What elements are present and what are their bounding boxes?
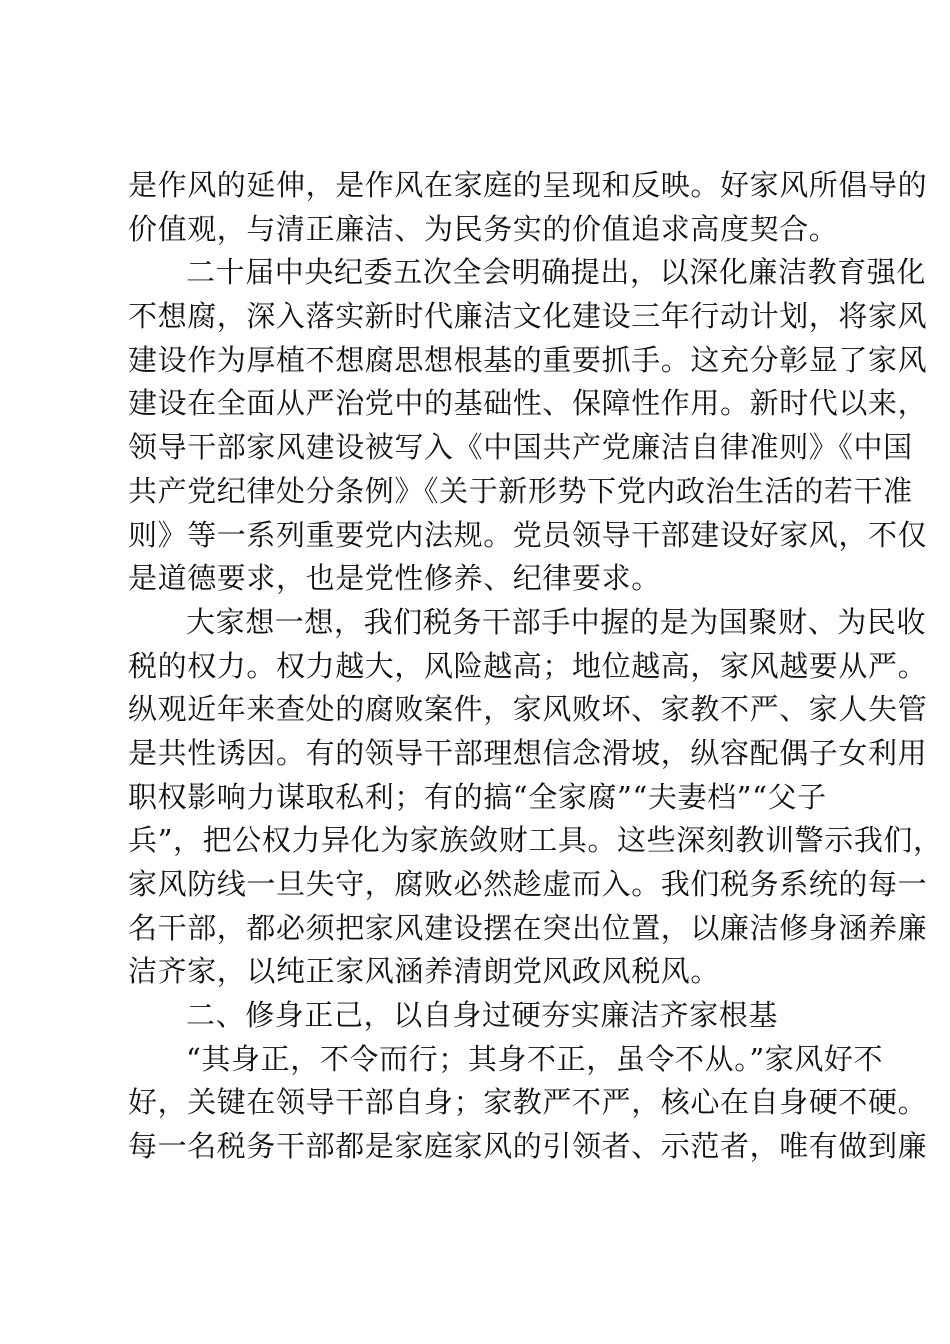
text-line-2: 价值观，与清正廉洁、为民务实的价值追求高度契合。 xyxy=(128,211,839,246)
text-line-3: 二十届中央纪委五次全会明确提出，以深化廉洁教育强化 xyxy=(186,255,927,290)
text-line-21: “其身正，不令而行；其身不正，虽令不从。”家风好不 xyxy=(186,1041,884,1076)
text-line-13: 纵观近年来查处的腐败案件，家风败坏、家教不严、家人失管 xyxy=(128,692,928,727)
text-line-4: 不想腐，深入落实新时代廉洁文化建设三年行动计划，将家风 xyxy=(128,299,928,334)
text-line-6: 建设在全面从严治党中的基础性、保障性作用。新时代以来， xyxy=(128,386,928,421)
text-line-19: 洁齐家，以纯正家风涵养清朗党风政风税风。 xyxy=(128,954,721,989)
text-line-17: 家风防线一旦失守，腐败必然趁虚而入。我们税务系统的每一 xyxy=(128,867,928,901)
text-line-9: 则》等一系列重要党内法规。党员领导干部建设好家风，不仅 xyxy=(128,517,928,552)
text-line-8: 共产党纪律处分条例》《关于新形势下党内政治生活的若干准 xyxy=(128,473,913,508)
text-line-15: 职权影响力谋取私利；有的搞“全家腐”“夫妻档”“父子 xyxy=(128,779,827,814)
text-line-11: 大家想一想，我们税务干部手中握的是为国聚财、为民收 xyxy=(186,604,927,639)
text-line-10: 是道德要求，也是党性修养、纪律要求。 xyxy=(128,561,661,596)
section-heading: 二、修身正己，以自身过硬夯实廉洁齐家根基 xyxy=(186,998,779,1033)
text-line-16: 兵”，把公权力异化为家族敛财工具。这些深刻教训警示我们， xyxy=(128,823,943,858)
text-line-7: 领导干部家风建设被写入《中国共产党廉洁自律准则》《中国 xyxy=(128,430,913,465)
text-line-14: 是共性诱因。有的领导干部理想信念滑坡，纵容配偶子女利用 xyxy=(128,735,928,770)
text-line-1: 是作风的延伸，是作风在家庭的呈现和反映。好家风所倡导的 xyxy=(128,168,928,202)
document-body xyxy=(128,164,943,1169)
text-line-5: 建设作为厚植不想腐思想根基的重要抓手。这充分彰显了家风 xyxy=(128,342,928,377)
text-line-22: 好，关键在领导干部自身；家教严不严，核心在自身硬不硬。 xyxy=(128,1085,928,1120)
text-line-23: 每一名税务干部都是家庭家风的引领者、示范者，唯有做到廉 xyxy=(128,1129,928,1164)
text-line-12: 税的权力。权力越大，风险越高；地位越高，家风越要从严。 xyxy=(128,648,928,683)
text-line-18: 名干部，都必须把家风建设摆在突出位置，以廉洁修身涵养廉 xyxy=(128,910,928,945)
